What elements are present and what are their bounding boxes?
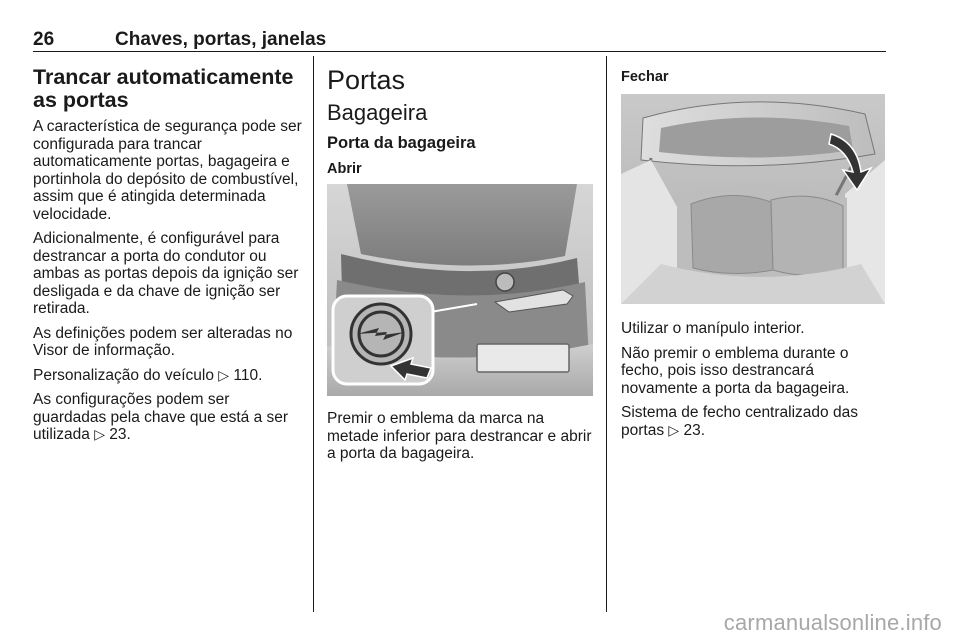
paragraph: Utilizar o manípulo interior. — [621, 320, 805, 337]
paragraph-with-reference — [33, 367, 303, 385]
paragraph-with-reference — [621, 404, 887, 439]
reference-page-link[interactable]: 110. — [233, 366, 263, 384]
reference-text: As configurações podem ser guardadas pela chave que está a ser utilizada — [33, 391, 289, 443]
column-divider-2 — [606, 56, 607, 612]
figure-caption: Premir o emblema da marca na metade inferior para destrancar e abrir a porta da bagageira. — [327, 410, 592, 462]
cross-reference-arrow-icon: ▷ — [94, 426, 105, 442]
paragraph: Não premir o emblema durante o fecho, pois isso destrancará novamente a porta da bagageira. — [621, 344, 850, 397]
header-rule — [33, 51, 886, 52]
paragraph-with-reference — [33, 391, 303, 444]
cross-reference-arrow-icon: ▷ — [218, 366, 230, 383]
section-heading-tailgate: Porta da bagageira — [327, 134, 476, 152]
column-doors — [327, 56, 593, 470]
subtitle-tailgate: Bagageira — [327, 100, 428, 125]
column-close — [621, 56, 887, 446]
page-number: 26 — [33, 29, 55, 50]
reference-page-link[interactable]: 23. — [683, 421, 706, 439]
paragraph: A característica de segurança pode ser configurada para trancar automaticamente portas, bagageira e portinhola do depósito de combustível, assim que é atingida determinada velocidade. — [33, 118, 302, 223]
tailgate-close-illustration — [621, 94, 885, 304]
reference-text: Personalização do veículo — [33, 366, 214, 384]
paragraph: Adicionalmente, é configurável para destrancar a porta do condutor ou ambas as portas depois da ignição ser desligada e da chave de ignição ser retirada. — [33, 230, 299, 317]
column-divider-1 — [313, 56, 314, 612]
reference-text: Sistema de fecho centralizado das portas — [621, 404, 858, 439]
reference-page-link[interactable]: 23. — [109, 426, 131, 443]
chapter-title: Chaves, portas, janelas — [115, 29, 327, 50]
page-title: Portas — [327, 65, 406, 95]
tailgate-open-illustration — [327, 184, 593, 396]
subsection-heading-close: Fechar — [621, 69, 669, 85]
paragraph: As definições podem ser alteradas no Visor de informação. — [33, 324, 293, 359]
watermark: carmanualsonline.info — [723, 610, 942, 635]
section-heading-auto-lock: Trancar automaticamente as portas — [33, 65, 294, 112]
column-auto-lock — [33, 56, 303, 451]
cross-reference-arrow-icon: ▷ — [668, 421, 680, 438]
page-header — [33, 29, 886, 51]
subsection-heading-open: Abrir — [327, 161, 362, 177]
